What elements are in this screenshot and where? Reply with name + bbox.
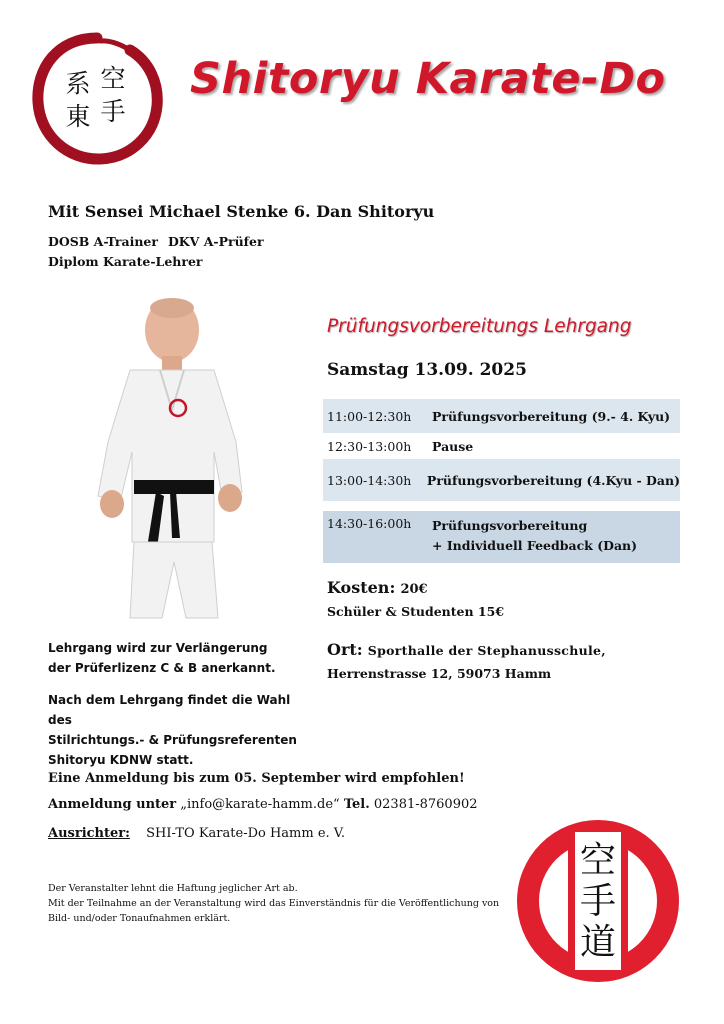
location-venue: Sporthalle der Stephanusschule, — [367, 643, 606, 658]
page-title: Shitoryu Karate-Do — [190, 54, 666, 104]
logo-glyph-4: 手 — [100, 97, 126, 126]
schedule-row — [323, 511, 680, 563]
schedule-time: 13:00-14:30h — [327, 472, 412, 488]
schedule-row — [323, 399, 680, 433]
organizer-label: Ausrichter: — [48, 826, 130, 841]
location-address: Herrenstrasse 12, 59073 Hamm — [327, 666, 552, 681]
instructor-photo — [90, 292, 250, 622]
disclaimer-line3: Bild- und/oder Tonaufnahmen erklärt. — [48, 913, 231, 924]
schedule-row — [323, 459, 680, 501]
license-note-line2: der Prüferlizenz C & B anerkannt. — [48, 661, 276, 675]
schedule-row — [323, 434, 680, 458]
license-note — [48, 638, 308, 678]
logo-glyph-2: 東 — [65, 102, 91, 131]
disclaimer — [48, 881, 498, 926]
student-costs: Schüler & Studenten 15€ — [327, 604, 505, 619]
qualification-trainer: DOSB A-Trainer — [48, 234, 158, 249]
election-note-line2: Stilrichtungs.- & Prüfungsreferenten — [48, 733, 297, 747]
schedule-desc: Prüfungsvorbereitung (9.- 4. Kyu) — [432, 408, 671, 424]
disclaimer-line1: Der Veranstalter lehnt die Haftung jeglicher Art ab. — [48, 883, 298, 894]
event-title: Prüfungsvorbereitungs Lehrgang — [327, 316, 632, 337]
schedule-desc: Prüfungsvorbereitung (4.Kyu - Dan) — [426, 472, 680, 488]
emblem-glyph-2: 手 — [579, 881, 617, 922]
emblem-glyph-1: 空 — [579, 840, 617, 881]
schedule-time: 12:30-13:00h — [327, 438, 412, 454]
enso-logo — [30, 32, 164, 166]
registration-email[interactable]: „info@karate-hamm.de“ — [180, 797, 340, 812]
license-note-line1: Lehrgang wird zur Verlängerung — [48, 641, 268, 655]
costs-value: 20€ — [400, 582, 428, 597]
tel-label: Tel. — [343, 797, 370, 812]
instructor-line: Mit Sensei Michael Stenke 6. Dan Shitoryu — [48, 202, 435, 221]
costs-label: Kosten: — [327, 578, 396, 597]
schedule-time: 11:00-12:30h — [327, 408, 412, 424]
schedule-desc: Pause — [432, 438, 474, 454]
emblem-glyph-3: 道 — [579, 922, 617, 963]
schedule-time: 14:30-16:00h — [327, 516, 412, 531]
qualification-examiner: DKV A-Prüfer — [167, 234, 264, 249]
event-date: Samstag 13.09. 2025 — [327, 360, 527, 380]
organizer — [48, 826, 345, 841]
registration-phone[interactable]: 02381-8760902 — [373, 797, 478, 812]
karate-do-emblem — [515, 818, 681, 984]
registration-recommendation: Eine Anmeldung bis zum 05. September wird empfohlen! — [48, 771, 465, 786]
logo-glyph-3: 空 — [100, 64, 126, 93]
location — [327, 640, 606, 659]
schedule-desc-line2: + Individuell Feedback (Dan) — [432, 538, 638, 553]
election-note-line1: Nach dem Lehrgang findet die Wahl des — [48, 693, 291, 727]
schedule-desc-line1: Prüfungsvorbereitung — [432, 518, 588, 533]
election-note-line3: Shitoryu KDNW statt. — [48, 753, 194, 767]
qualifications-line — [48, 234, 264, 249]
costs — [327, 578, 428, 597]
location-label: Ort: — [327, 640, 363, 659]
registration-contact — [48, 797, 478, 812]
disclaimer-line2: Mit der Teilnahme an der Veranstaltung wird das Einverständnis für die Veröffentlichung von — [48, 898, 500, 909]
election-note — [48, 690, 308, 770]
logo-glyph-1: 系 — [65, 69, 91, 98]
schedule-desc — [432, 516, 637, 556]
registration-prefix: Anmeldung unter — [48, 797, 177, 812]
organizer-name: SHI-TO Karate-Do Hamm e. V. — [146, 826, 346, 841]
qualification-teacher: Diplom Karate-Lehrer — [48, 254, 203, 269]
